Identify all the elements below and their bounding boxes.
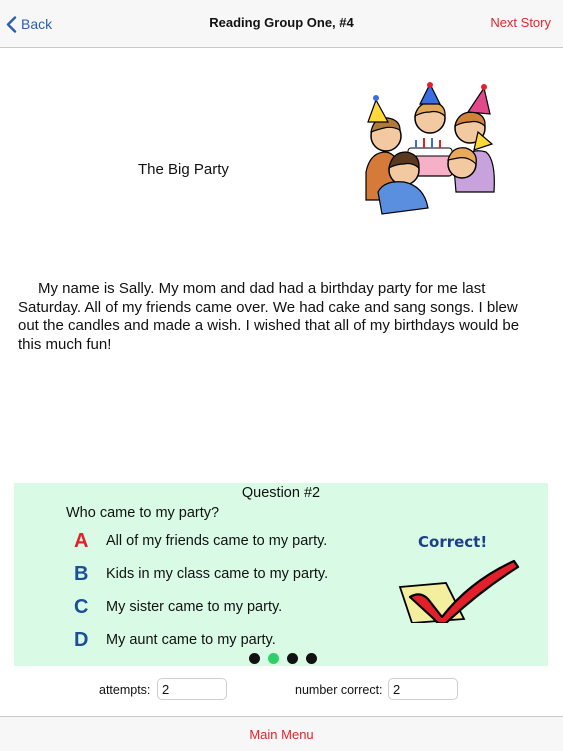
page-dot[interactable] [306,653,317,664]
answer-option-c[interactable] [74,593,282,621]
correct-checkmark-icon [390,527,530,623]
page-indicator [249,653,317,664]
answer-letter: B [74,562,89,585]
page-dot-active[interactable] [268,653,279,664]
attempts-field[interactable] [157,678,227,700]
attempts-label: attempts: [99,683,151,697]
answer-text: All of my friends came to my party. [106,533,328,549]
stats-row [0,678,563,702]
page-title: Reading Group One, #4 [209,15,354,30]
next-story-button[interactable]: Next Story [490,15,551,30]
answer-letter: D [74,628,89,651]
correct-label: Correct! [418,533,488,551]
number-correct-field[interactable] [388,678,458,700]
story-text: My name is Sally. My mom and dad had a birthday party for me last Saturday. All of my friends came over. We had cake and sang songs. I blew out the candles and made a wish. I wished that all of my birthdays would be this much fun! [18,280,520,353]
story-title: The Big Party [138,161,229,178]
answer-option-b[interactable] [74,560,328,588]
navigation-bar [0,0,563,48]
answer-letter: A [74,529,89,552]
bottom-bar [0,716,563,751]
page-dot[interactable] [249,653,260,664]
main-menu-button[interactable]: Main Menu [249,727,314,742]
answer-option-a[interactable] [74,527,327,555]
answer-text: Kids in my class came to my party. [106,566,329,582]
number-correct-label: number correct: [295,683,383,697]
answer-text: My sister came to my party. [106,599,283,615]
answer-option-d[interactable] [74,626,276,654]
question-panel [14,483,548,666]
answer-text: My aunt came to my party. [106,632,276,648]
answer-letter: C [74,595,89,618]
birthday-party-illustration [358,82,498,220]
back-label: Back [21,16,53,32]
question-number: Question #2 [241,485,321,501]
question-text: Who came to my party? [66,505,220,521]
page-dot[interactable] [287,653,298,664]
